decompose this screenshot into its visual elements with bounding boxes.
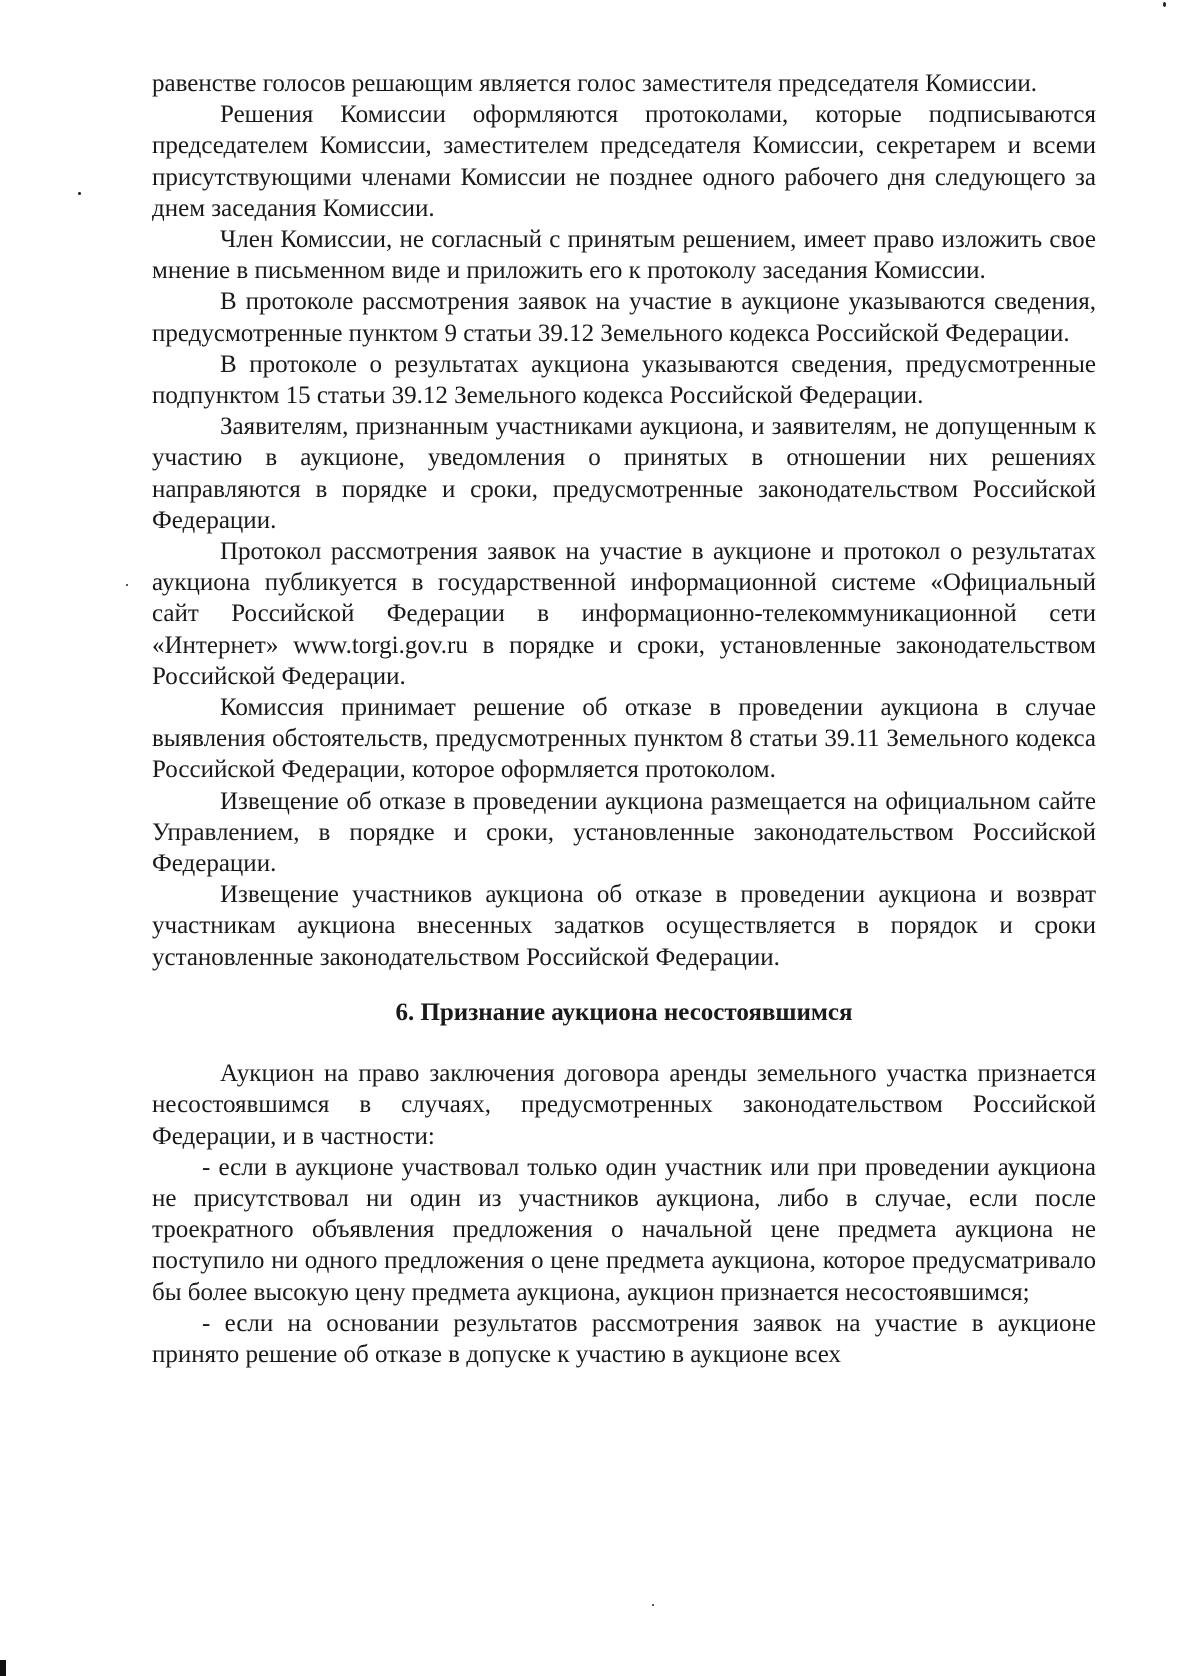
paragraph-continuation: равенстве голосов решающим является голос заместителя председателя Комиссии. xyxy=(152,70,1037,97)
paragraph: В протоколе о результатах аукциона указываются сведения, предусмотренные подпунктом 15 статьи 39.12 Земельного кодекса Российской Федерации. xyxy=(152,350,1096,410)
scan-edge-mark xyxy=(0,1660,6,1676)
paragraph: Извещение участников аукциона об отказе в проведении аукциона и возврат участникам аукциона внесенных задатков осуществляется в порядок и сроки установленные законодательством Российской Федерации. xyxy=(152,881,1096,971)
document-body xyxy=(152,68,1096,1370)
section-heading: 6. Признание аукциона несостоявшимся xyxy=(395,998,853,1026)
paragraph: Протокол рассмотрения заявок на участие в аукционе и протокол о результатах аукциона публикуется в государственной информационной системе «Официальный сайт Российской Федерации в информационно-телекоммуникационной сети «Интернет» www.torgi.gov.ru в порядке и сроки, установленные законодательством Российской Федерации. xyxy=(152,538,1096,690)
paragraph: В протоколе рассмотрения заявок на участие в аукционе указываются сведения, предусмотренные пунктом 9 статьи 39.12 Земельного кодекса Российской Федерации. xyxy=(152,288,1096,347)
scan-speck xyxy=(1163,2,1166,7)
paragraph: Заявителям, признанным участниками аукциона, и заявителям, не допущенным к участию в аукционе, уведомления о принятых в отношении них решениях направляются в порядке и сроки, предусмотренные законодательством Российской Федерации. xyxy=(152,413,1096,534)
paragraph: Решения Комиссии оформляются протоколами, которые подписываются председателем Комиссии, заместителем председателя Комиссии, секретарем и всеми присутствующими членами Комиссии не позднее одного рабочего дня следующего за днем заседания Комиссии. xyxy=(152,101,1096,222)
paragraph: Извещение об отказе в проведении аукциона размещается на официальном сайте Управлением, в порядке и сроки, установленные законодательством Российской Федерации. xyxy=(152,787,1096,878)
list-item: - если в аукционе участвовал только один участник или при проведении аукциона не присутствовал ни один из участников аукциона, либо в случае, если после троекратного объявления предложения о начальной цене предмета аукциона не поступило ни одного предложения о цене предмета аукциона, которое предусматривало бы более высокую цену предмета аукциона, аукцион признается несостоявшимся; xyxy=(152,1153,1096,1306)
paragraph: Член Комиссии, не согласный с принятым решением, имеет право изложить свое мнение в письменном виде и приложить его к протоколу заседания Комиссии. xyxy=(152,226,1096,285)
scan-speck xyxy=(126,584,128,586)
paragraph: Комиссия принимает решение об отказе в проведении аукциона в случае выявления обстоятельств, предусмотренных пунктом 8 статьи 39.11 Земельного кодекса Российской Федерации, которое оформляется протоколом. xyxy=(152,694,1096,784)
scan-speck xyxy=(78,192,81,195)
list-item: - если на основании результатов рассмотрения заявок на участие в аукционе принято решение об отказе в допуске к участию в аукционе всех xyxy=(152,1309,1096,1368)
paragraph: Аукцион на право заключения договора аренды земельного участка признается несостоявшимся в случаях, предусмотренных законодательством Российской Федерации, и в частности: xyxy=(152,1060,1096,1150)
scan-speck xyxy=(652,1604,654,1606)
